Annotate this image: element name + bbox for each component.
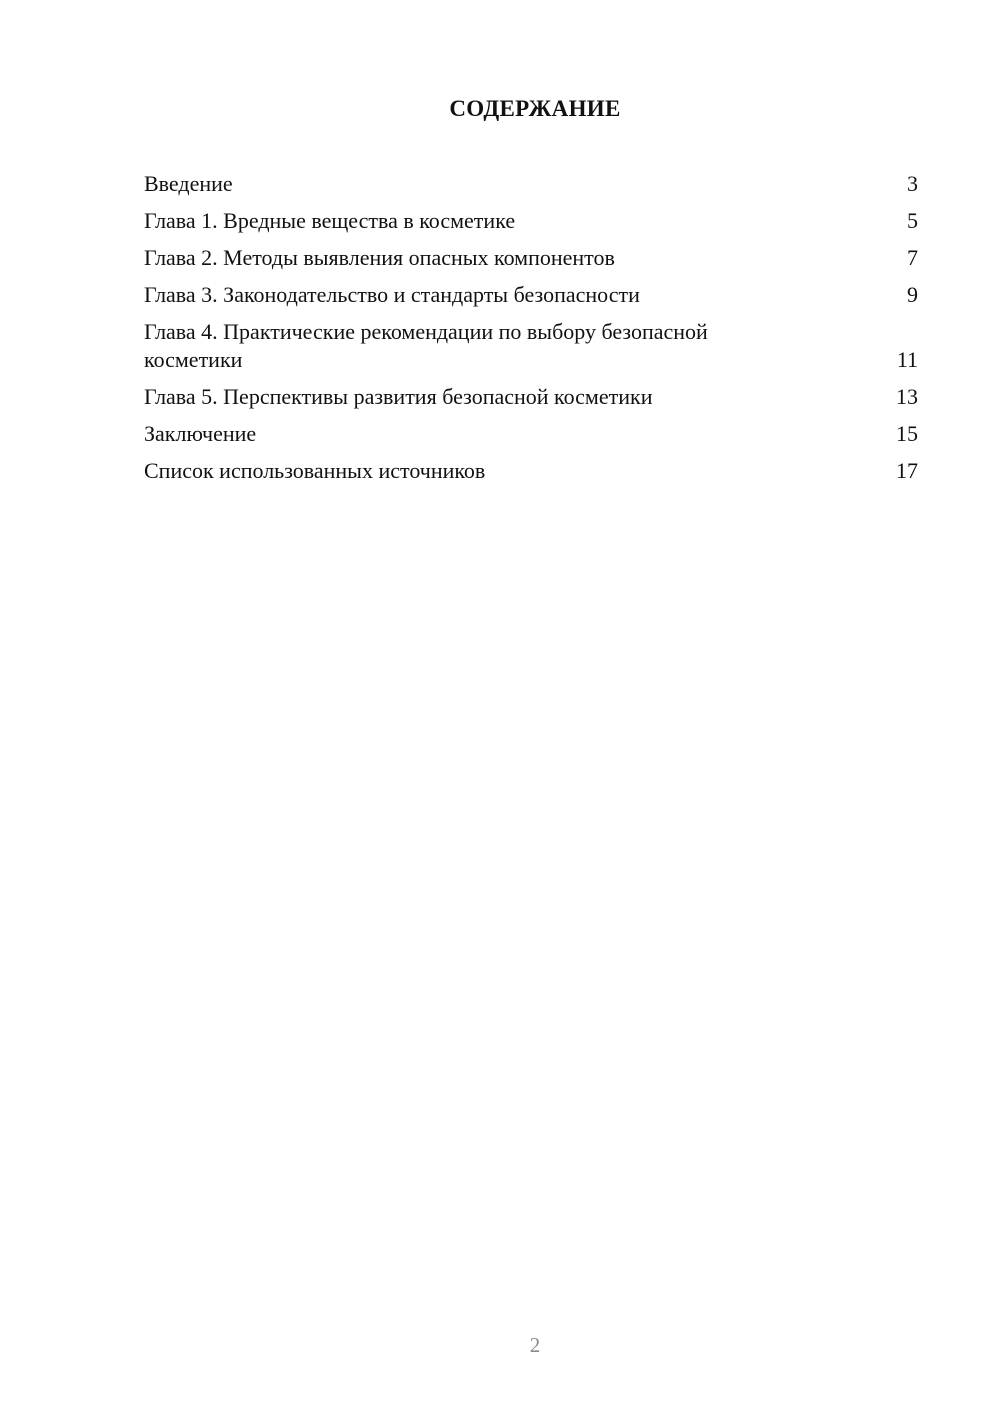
toc-entry-chapter-2[interactable] [144, 244, 918, 272]
toc-entry-label: Введение [144, 171, 233, 196]
toc-entry-chapter-1[interactable] [144, 207, 918, 235]
toc-entry-conclusion[interactable] [144, 420, 918, 448]
toc-entry-page: 9 [907, 282, 918, 307]
toc-entry-label: Глава 2. Методы выявления опасных компонентов [144, 245, 615, 270]
toc-entry-label: Заключение [144, 421, 257, 446]
toc-entry-references[interactable] [144, 457, 918, 485]
toc-entry-label: Глава 5. Перспективы развития безопасной косметики [144, 384, 653, 409]
toc-entry-page: 13 [896, 384, 918, 409]
toc-entry-page: 5 [907, 208, 918, 233]
toc-entry-page: 7 [907, 245, 918, 270]
toc-entry-chapter-4[interactable] [144, 318, 918, 374]
table-of-contents [144, 170, 918, 494]
page-title: СОДЕРЖАНИЕ [449, 96, 621, 121]
toc-entry-label: Глава 3. Законодательство и стандарты безопасности [144, 282, 640, 307]
toc-entry-page: 3 [907, 171, 918, 196]
toc-entry-label: Глава 4. Практические рекомендации по выбору безопасной косметики [144, 319, 708, 372]
toc-entry-introduction[interactable] [144, 170, 918, 198]
page-number: 2 [529, 1333, 541, 1357]
toc-entry-label: Список использованных источников [144, 458, 486, 483]
toc-entry-label: Глава 1. Вредные вещества в косметике [144, 208, 516, 233]
toc-entry-chapter-5[interactable] [144, 383, 918, 411]
toc-entry-page: 17 [896, 458, 918, 483]
toc-entry-chapter-3[interactable] [144, 281, 918, 309]
toc-entry-page: 11 [896, 347, 918, 372]
toc-entry-page: 15 [896, 421, 918, 446]
